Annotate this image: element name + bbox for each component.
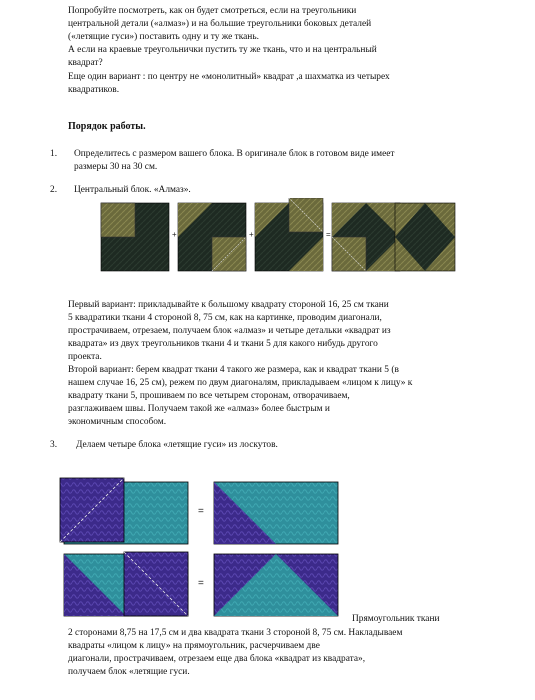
equals-sign: = — [198, 578, 204, 589]
intro-line: Еще один вариант : по центру не «монолитный» квадрат ,а шахматка из четырех — [68, 72, 390, 82]
final-line: 2 сторонами 8,75 на 17,5 см и два квадрата ткани 3 стороной 8, 75 см. Накладываем — [68, 628, 403, 638]
diamond-block-figure — [98, 198, 458, 278]
variants-line: квадрата» из двух треугольников ткани 4 и ткани 5 для какого нибудь другого — [68, 339, 378, 349]
diamond-result — [395, 203, 455, 271]
step1-number: 1. — [50, 149, 58, 159]
intro-line: центральной детали («алмаз») и на большие треугольники боковых деталей — [68, 19, 372, 29]
diamond-step-1 — [101, 203, 169, 271]
geese-result-2 — [214, 554, 338, 616]
intro-line: Попробуйте посмотреть, как он будет смотреться, если на треугольники — [68, 6, 357, 16]
step2-line: Центральный блок. «Алмаз». — [74, 185, 191, 195]
final-line: Прямоугольник ткани — [352, 614, 440, 624]
variants-line: квадрату ткани 5, прошиваем по все четырем сторонам, отворачиваем, — [68, 391, 350, 401]
final-line: диагонали, прострачиваем, отрезаем еще два блока «квадрат из квадрата», — [68, 654, 366, 664]
intro-line: («летящие гуси») поставить одну и ту же ткань. — [68, 32, 259, 42]
plus-sign: + — [172, 230, 177, 239]
diamond-step-4 — [332, 203, 400, 271]
diamond-step-2 — [178, 203, 246, 271]
step3-number: 3. — [50, 440, 58, 450]
variants-line: проекта. — [68, 352, 102, 362]
variants-line: 5 квадратики ткани 4 стороной 8, 75 см, как на картинке, проводим диагонали, — [68, 313, 382, 323]
geese-result-1 — [214, 482, 338, 544]
flying-geese-figure — [58, 474, 358, 620]
diamond-step-3 — [255, 198, 323, 271]
variants-line: разглаживаем швы. Получаем такой же «алмаз» более быстрым и — [68, 404, 330, 414]
intro-line: квадрат? — [68, 58, 103, 68]
intro-line: А если на краевые треугольнички пустить ту же ткань, что и на центральный — [68, 45, 377, 55]
step1-line: размеры 30 на 30 см. — [74, 162, 158, 172]
variants-line: нашем случае 16, 25 см), режем по двум диагоналям, прикладываем «лицом к лицу» к — [68, 378, 413, 388]
geese-step-1 — [60, 478, 188, 544]
variants-line: прострачиваем, отрезаем, получаем блок «алмаз» и четыре детальки «квадрат из — [68, 326, 391, 336]
section-title: Порядок работы. — [68, 121, 146, 132]
equals-sign: = — [198, 506, 204, 517]
final-line: квадраты «лицом к лицу» на прямоугольник, расчерчиваем две — [68, 641, 320, 651]
geese-step-2 — [64, 552, 188, 616]
step1-line: Определитесь с размером вашего блока. В оригинале блок в готовом виде имеет — [74, 149, 395, 159]
step3-line: Делаем четыре блока «летящие гуси» из лоскутов. — [76, 440, 278, 450]
final-line: получаем блок «летящие гуси. — [68, 667, 190, 677]
equals-sign: = — [326, 230, 331, 239]
variants-line: Первый вариант: прикладывайте к большому квадрату стороной 16, 25 см ткани — [68, 300, 389, 310]
plus-sign: + — [249, 230, 254, 239]
step2-number: 2. — [50, 185, 58, 195]
variants-line: экономичным способом. — [68, 417, 167, 427]
intro-line: квадратиков. — [68, 85, 120, 95]
variants-line: Второй вариант: берем квадрат ткани 4 такого же размера, как и квадрат ткани 5 (в — [68, 365, 399, 375]
